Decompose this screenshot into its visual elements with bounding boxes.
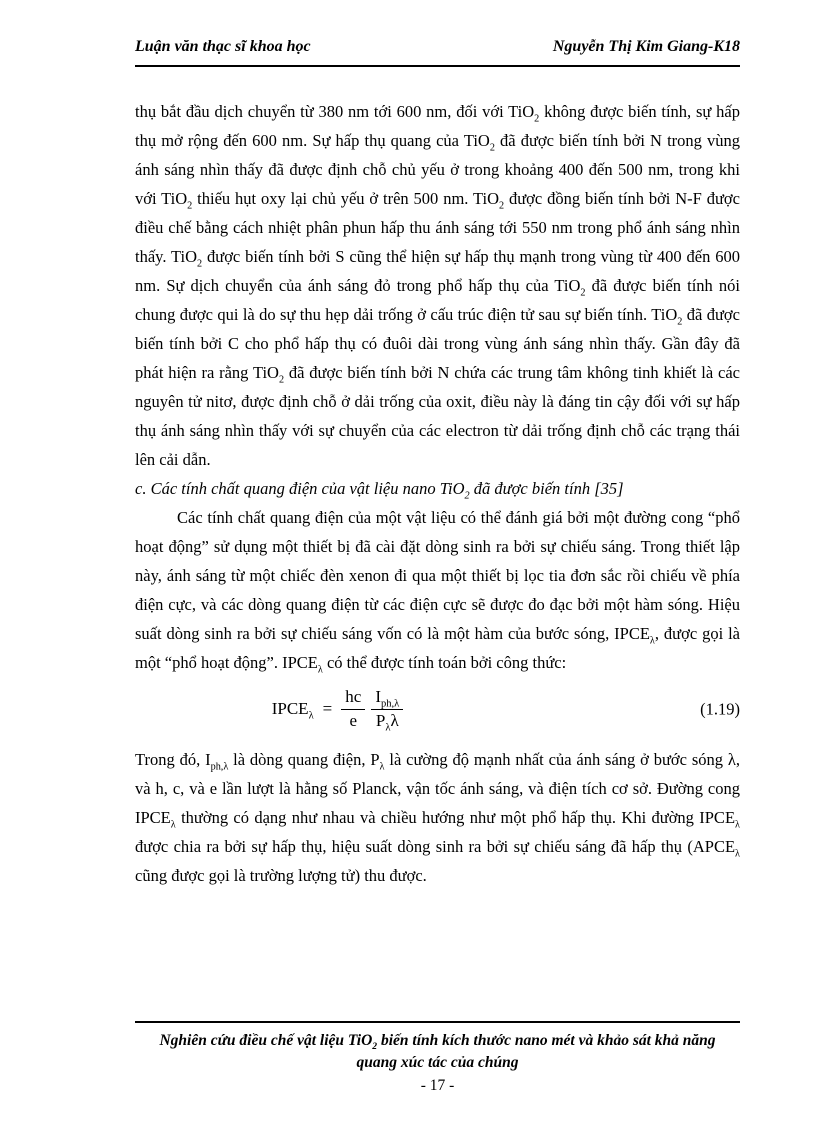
- ipce-formula: [272, 687, 404, 731]
- page-number: - 17 -: [420, 1077, 455, 1094]
- page-footer: [135, 1021, 740, 1097]
- formula-lhs: $IPCE_\lambda$: [271, 698, 314, 722]
- equals-sign: =: [322, 698, 333, 718]
- fraction-hc-over-e: [341, 687, 365, 731]
- fraction-denominator: e: [349, 710, 358, 730]
- footer-thesis-title: Nghiên cứu điều chế vật liệu TiO$_2$ biến tính kích thước nano mét và khảo sát khả năng quang xúc tác của chúng: [159, 1032, 716, 1071]
- paragraph-absorption-shift: thụ bắt đầu dịch chuyển từ 380 nm tới 600 nm, đối với TiO$_2$ không được biến tính, sự hấp thụ mở rộng đến 600 nm. Sự hấp thụ quang của TiO$_2$ đã được biến tính bởi N trong vùng ánh sáng nhìn thấy đã được định chỗ chủ yếu ở trong khoảng 400 đến 500 nm, trong khi với TiO$_2$ thiếu hụt oxy lại chủ yếu ở trên 500 nm. TiO$_2$ được đồng biến tính bởi N-F được điều chế bằng cách nhiệt phân phun hấp thu ánh sáng tới 550 nm trong phổ ánh sáng nhìn thấy. TiO$_2$ được biến tính bởi S cũng thể hiện sự hấp thụ mạnh trong vùng từ 400 đến 600 nm. Sự dịch chuyển của ánh sáng đỏ trong phổ hấp thụ của TiO$_2$ đã được biến tính nói chung được qui là do sự thu hẹp dải trống ở cấu trúc điện tử sau sự biến tính. TiO$_2$ đã được biến tính bởi C cho phổ hấp thụ có đuôi dài trong vùng ánh sáng nhìn thấy. Gần đây đã phát hiện ra rằng TiO$_2$ đã được biến tính bởi N chứa các trung tâm không tinh khiết là các nguyên tử nitơ, được định chỗ ở dải trống của oxit, điều này là đáng tin cậy đối với sự hấp thụ ánh sáng nhìn thấy với sự chuyển của các electron từ dải trống định chỗ các trạng thái lên cải dẫn.: [135, 102, 741, 469]
- fraction-iph-over-pl: [371, 687, 403, 731]
- page-header: [135, 38, 740, 67]
- header-left-title: Luận văn thạc sĩ khoa học: [135, 38, 311, 55]
- equation-1-19: [135, 683, 740, 735]
- paragraph-photoelectric-properties: Các tính chất quang điện của một vật liệu có thể đánh giá bởi một đường cong “phổ hoạt động” sử dụng một thiết bị đã cài đặt dòng sinh ra bởi sự chiếu sáng. Trong thiết lập này, ánh sáng từ một chiếc đèn xenon đi qua một thiết bị lọc tia đơn sắc rồi chiếu về phía điện cực, và các dòng quang điện từ các điện cực sẽ được đo đạc bởi một hàm sóng. Hiệu suất dòng sinh ra bởi sự chiếu sáng vốn có là một hàm của bước sóng, $IPCE_\lambda$, được gọi là một “phổ hoạt động”. $IPCE_\lambda$ có thể được tính toán bởi công thức:: [135, 508, 740, 676]
- section-heading-c: c. Các tính chất quang điện của vật liệu nano TiO$_2$ đã được biến tính [35]: [135, 479, 624, 502]
- paragraph-formula-explanation: Trong đó, $I_{ph,\lambda}$ là dòng quang điện, $P_\lambda$ là cường độ mạnh nhất của ánh sáng ở bước sóng λ, và h, c, và e lần lượt là hằng số Planck, vận tốc ánh sáng, và điện tích cơ sở. Đường cong $IPCE_\lambda$ thường có dạng như nhau và chiều hướng như một phổ hấp thụ. Khi đường $IPCE_\lambda$ được chia ra bởi sự hấp thụ, hiệu suất dòng sinh ra bởi sự chiếu sáng đã hấp thụ ($APCE_\lambda$ cũng được gọi là trường lượng tử) thu được.: [135, 750, 740, 885]
- fraction-denominator: $P_\lambda\lambda$: [375, 710, 399, 733]
- fraction-numerator: hc: [341, 687, 365, 709]
- header-right-author: Nguyễn Thị Kim Giang-K18: [552, 38, 740, 55]
- page-body: [135, 97, 740, 890]
- fraction-numerator: $I_{ph,\lambda}$: [371, 687, 403, 709]
- equation-number: (1.19): [700, 699, 740, 719]
